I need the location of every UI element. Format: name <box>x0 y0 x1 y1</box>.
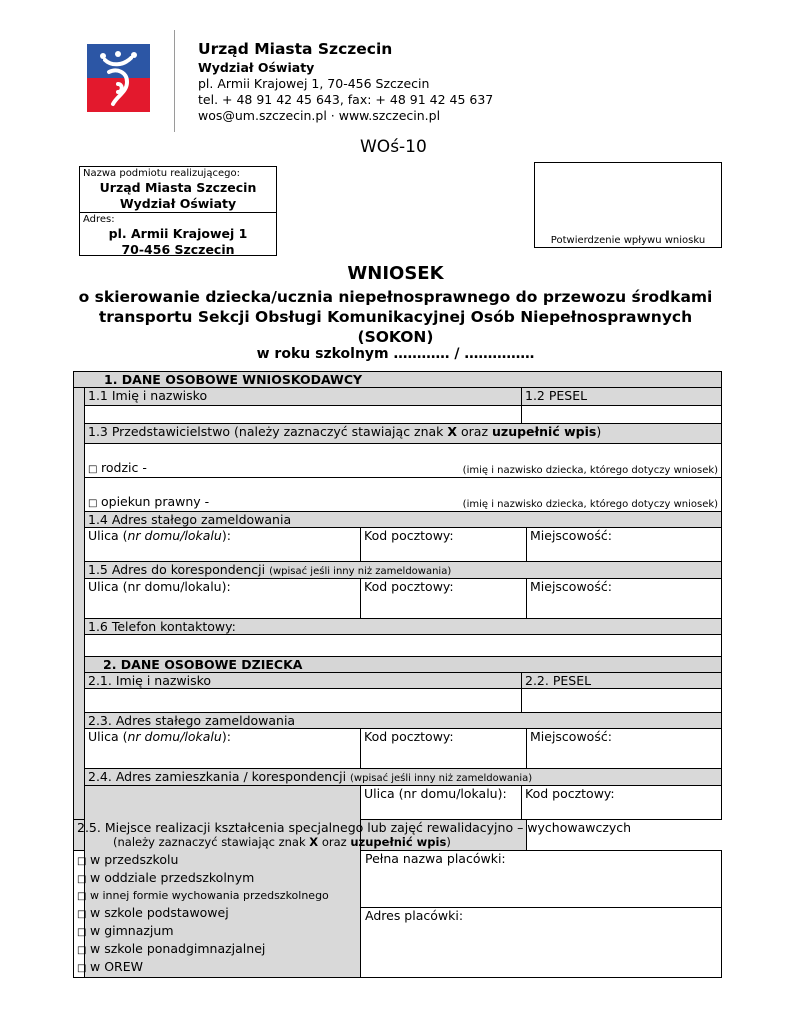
applicant-pesel-input[interactable] <box>522 406 722 424</box>
entity-name-label: Nazwa podmiotu realizującego: <box>83 168 240 179</box>
option-guardian[interactable] <box>85 478 722 512</box>
option-preschool[interactable]: □ w przedszkolu <box>77 852 179 867</box>
label-applicant-name: 1.1 Imię i nazwisko <box>85 388 522 406</box>
section-2-header: 2. DANE OSOBOWE DZIECKA <box>85 657 722 673</box>
header-divider <box>174 30 175 132</box>
registered-postal-input[interactable]: Kod pocztowy: <box>361 528 527 562</box>
option-primary-school[interactable]: □ w szkole podstawowej <box>77 905 229 920</box>
child-registered-postal-input[interactable]: Kod pocztowy: <box>361 729 527 769</box>
option-other-preschool[interactable]: □ w innej formie wychowania przedszkolnego <box>77 889 329 902</box>
left-margin-strip <box>74 388 85 820</box>
parent-note: (imię i nazwisko dziecka, którego dotyczy wniosek) <box>462 465 719 476</box>
entity-address-label: Adres: <box>83 214 115 225</box>
child-registered-city-input[interactable]: Miejscowość: <box>527 729 722 769</box>
registered-street-input[interactable]: Ulica (nr domu/lokalu): <box>85 528 361 562</box>
phone-input[interactable] <box>85 635 722 657</box>
entity-name-line1: Urząd Miasta Szczecin <box>99 180 257 195</box>
option-orew[interactable]: □ w OREW <box>77 959 143 974</box>
education-place-options <box>74 851 329 978</box>
child-registered-street-input[interactable]: Ulica (nr domu/lokalu): <box>85 729 361 769</box>
checkbox-parent[interactable]: □ <box>88 464 98 475</box>
parent-label: rodzic - <box>101 460 147 475</box>
facility-name-input[interactable]: Pełna nazwa placówki: <box>361 851 721 908</box>
correspondence-city-input[interactable]: Miejscowość: <box>527 579 722 619</box>
department-name: Wydział Oświaty <box>198 60 315 75</box>
label-child-correspondence-address: 2.4. Adres zamieszkania / korespondencji (wpisać jeśli inny niż zameldowania) <box>85 769 722 786</box>
option-high-school[interactable]: □ w szkole ponadgimnazjalnej <box>77 941 266 956</box>
application-form <box>73 371 722 978</box>
option-parent[interactable] <box>85 444 722 478</box>
guardian-note: (imię i nazwisko dziecka, którego dotyczy wniosek) <box>462 499 719 510</box>
subtitle-line1: o skierowanie dziecka/ucznia niepełnosprawnego do przewozu środkami <box>78 288 713 306</box>
subtitle-line2: transportu Sekcji Obsługi Komunikacyjnej Osób Niepełnosprawnych <box>98 308 693 326</box>
child-correspondence-street-input[interactable]: Ulica (nr domu/lokalu): <box>361 786 522 820</box>
document-subtitle <box>0 287 791 347</box>
label-child-name: 2.1. Imię i nazwisko <box>85 673 522 689</box>
checkbox-guardian[interactable]: □ <box>88 498 98 509</box>
label-applicant-pesel: 1.2 PESEL <box>522 388 722 406</box>
entity-address-line2: 70-456 Szczecin <box>121 242 235 257</box>
school-year-field[interactable]: w roku szkolnym ………… / …………… <box>256 346 535 362</box>
option-middle-school[interactable]: □ w gimnazjum <box>77 923 174 938</box>
correspondence-street-input[interactable]: Ulica (nr domu/lokalu): <box>85 579 361 619</box>
education-place-note: (należy zaznaczyć stawiając znak X oraz uzupełnić wpis) <box>113 835 451 849</box>
receipt-label: Potwierdzenie wpływu wniosku <box>550 235 706 246</box>
label-representation: 1.3 Przedstawicielstwo (należy zaznaczyć stawiając znak X oraz uzupełnić wpis) <box>85 424 722 444</box>
child-correspondence-postal-input[interactable]: Kod pocztowy: <box>522 786 722 820</box>
section-1-header: 1. DANE OSOBOWE WNIOSKODAWCY <box>74 372 722 388</box>
label-child-pesel: 2.2. PESEL <box>522 673 722 689</box>
label-correspondence-address: 1.5 Adres do korespondencji (wpisać jeśli inny niż zameldowania) <box>85 562 722 579</box>
subtitle-line3: (SOKON) <box>357 328 434 346</box>
registered-city-input[interactable]: Miejscowość: <box>527 528 722 562</box>
entity-box <box>79 166 277 256</box>
label-phone: 1.6 Telefon kontaktowy: <box>85 619 722 635</box>
correspondence-postal-input[interactable]: Kod pocztowy: <box>361 579 527 619</box>
label-child-registered-address: 2.3. Adres stałego zameldowania <box>85 713 722 729</box>
entity-name-line2: Wydział Oświaty <box>119 196 237 211</box>
child-pesel-input[interactable] <box>522 689 722 713</box>
child-name-input[interactable] <box>85 689 522 713</box>
entity-address-line1: pl. Armii Krajowej 1 <box>108 226 248 241</box>
office-name: Urząd Miasta Szczecin <box>198 40 393 58</box>
education-place-title: 2.5. Miejsce realizacji kształcenia specjalnego lub zajęć rewalidacyjno – wychowawczych <box>77 820 632 835</box>
applicant-name-input[interactable] <box>85 406 522 424</box>
form-code: WOś-10 <box>360 137 427 157</box>
option-preschool-class[interactable]: □ w oddziale przedszkolnym <box>77 870 255 885</box>
guardian-label: opiekun prawny - <box>101 494 210 509</box>
receipt-stamp-box[interactable] <box>534 162 722 248</box>
office-contact: wos@um.szczecin.pl · www.szczecin.pl <box>198 108 441 123</box>
city-logo <box>87 44 150 112</box>
office-address: pl. Armii Krajowej 1, 70-456 Szczecin <box>198 76 430 91</box>
label-registered-address: 1.4 Adres stałego zameldowania <box>85 512 722 528</box>
document-title: WNIOSEK <box>347 263 444 284</box>
office-phone: tel. + 48 91 42 45 643, fax: + 48 91 42 45 637 <box>198 92 494 107</box>
label-education-place <box>74 820 632 851</box>
facility-details <box>361 851 722 978</box>
facility-address-input[interactable]: Adres placówki: <box>365 908 464 923</box>
